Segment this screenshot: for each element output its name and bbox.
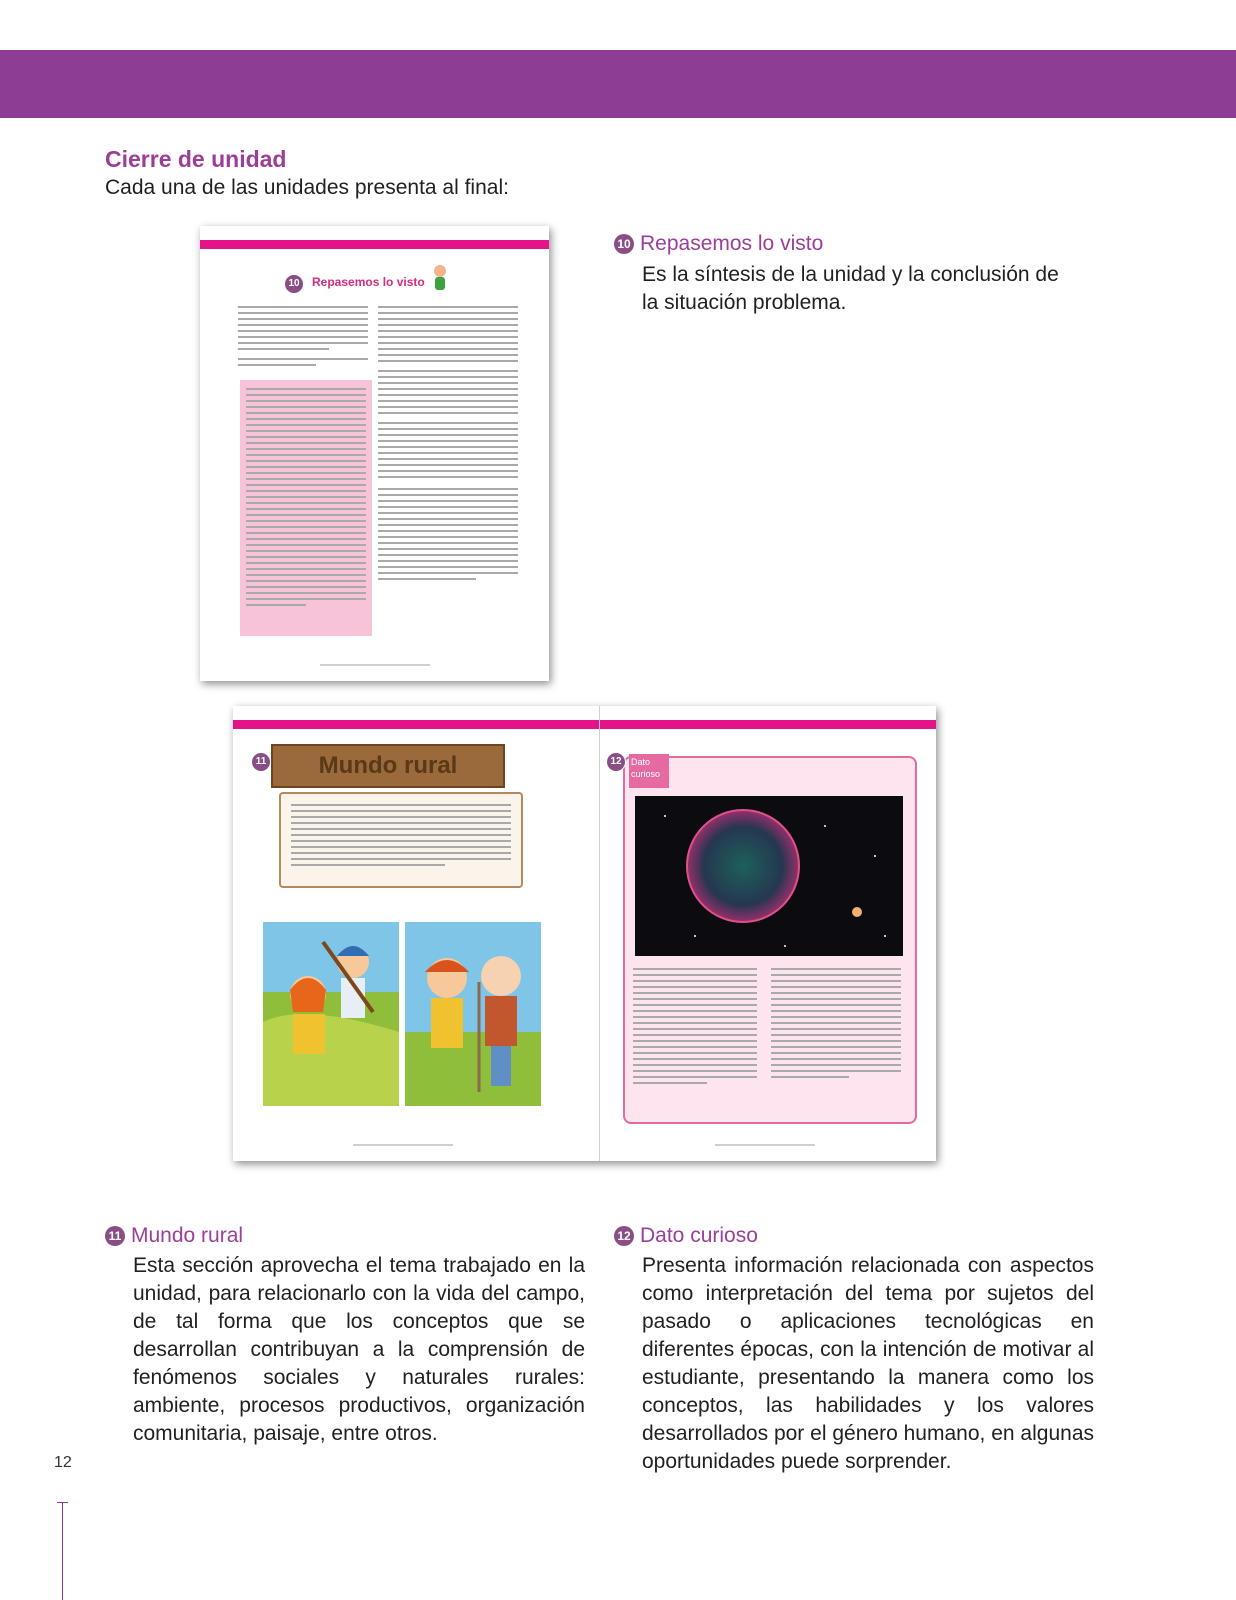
thumb-text-column <box>771 968 901 1082</box>
thumb-footer <box>715 1144 815 1146</box>
mundo-rural-description: Esta sección aprovecha el tema trabajado en la unidad, para relacionarlo con la vida del campo, de tal forma que los conceptos que se desarrollan contribuyan a la comprensión de fenómenos sociales y naturales rurales: ambiente, procesos productivos, organización comunitaria, paisaje, entre otros. <box>133 1254 585 1445</box>
wooden-sign <box>271 744 505 788</box>
thumb-footer <box>353 1144 453 1146</box>
thumb-number-badge: 12 <box>606 752 626 772</box>
repasemos-heading <box>614 232 823 256</box>
page-marker <box>62 1502 63 1600</box>
thumb-title: Dato curioso <box>631 757 661 779</box>
section-title: Cierre de unidad <box>105 146 287 172</box>
dato-curioso-description: Presenta información relacionada con aspectos como interpretación del tema por sujetos del pasado o aplicaciones tecnológicas en diferentes épocas, con la intención de motivar al estudiante, presentando la manera como los conceptos, las habilidades y los valores desarrollados por el género humano, en algunas oportunidades puede sorprender. <box>642 1254 1094 1473</box>
thumb-text-column <box>633 968 757 1088</box>
thumb-footer <box>320 664 430 666</box>
supernova-image <box>635 796 903 956</box>
repasemos-thumbnail <box>200 226 549 681</box>
thumb-number-badge: 10 <box>284 274 304 294</box>
item-title: Dato curioso <box>640 1224 758 1247</box>
thumb-text-column <box>238 306 368 370</box>
item-title: Repasemos lo visto <box>640 232 824 255</box>
page-number: 12 <box>54 1454 72 1471</box>
thumb-pink-box <box>240 380 372 636</box>
farmers-illustration <box>263 922 399 1106</box>
mundo-rural-heading <box>105 1224 243 1248</box>
top-color-band <box>0 50 1236 118</box>
number-badge: 12 <box>614 1226 634 1246</box>
thumb-text-column <box>378 306 518 584</box>
intro-box <box>279 792 523 888</box>
dato-curioso-heading <box>614 1224 758 1248</box>
thumb-band <box>233 720 936 729</box>
thumb-title: Mundo rural <box>318 752 458 779</box>
item-title: Mundo rural <box>131 1224 244 1247</box>
farmers-illustration <box>405 922 541 1106</box>
spread-gutter <box>599 706 600 1161</box>
number-badge: 11 <box>105 1226 125 1246</box>
thumb-title-tab <box>629 754 669 788</box>
intro-text: Cada una de las unidades presenta al final: <box>105 176 509 199</box>
repasemos-description: Es la síntesis de la unidad y la conclusión de la situación problema. <box>642 263 1059 314</box>
spread-thumbnail <box>233 706 936 1161</box>
thumb-title: Repasemos lo visto <box>312 275 425 289</box>
thumb-number-badge: 11 <box>251 752 271 772</box>
thumb-band <box>200 240 549 249</box>
number-badge: 10 <box>614 234 634 254</box>
kid-illustration <box>432 264 448 292</box>
